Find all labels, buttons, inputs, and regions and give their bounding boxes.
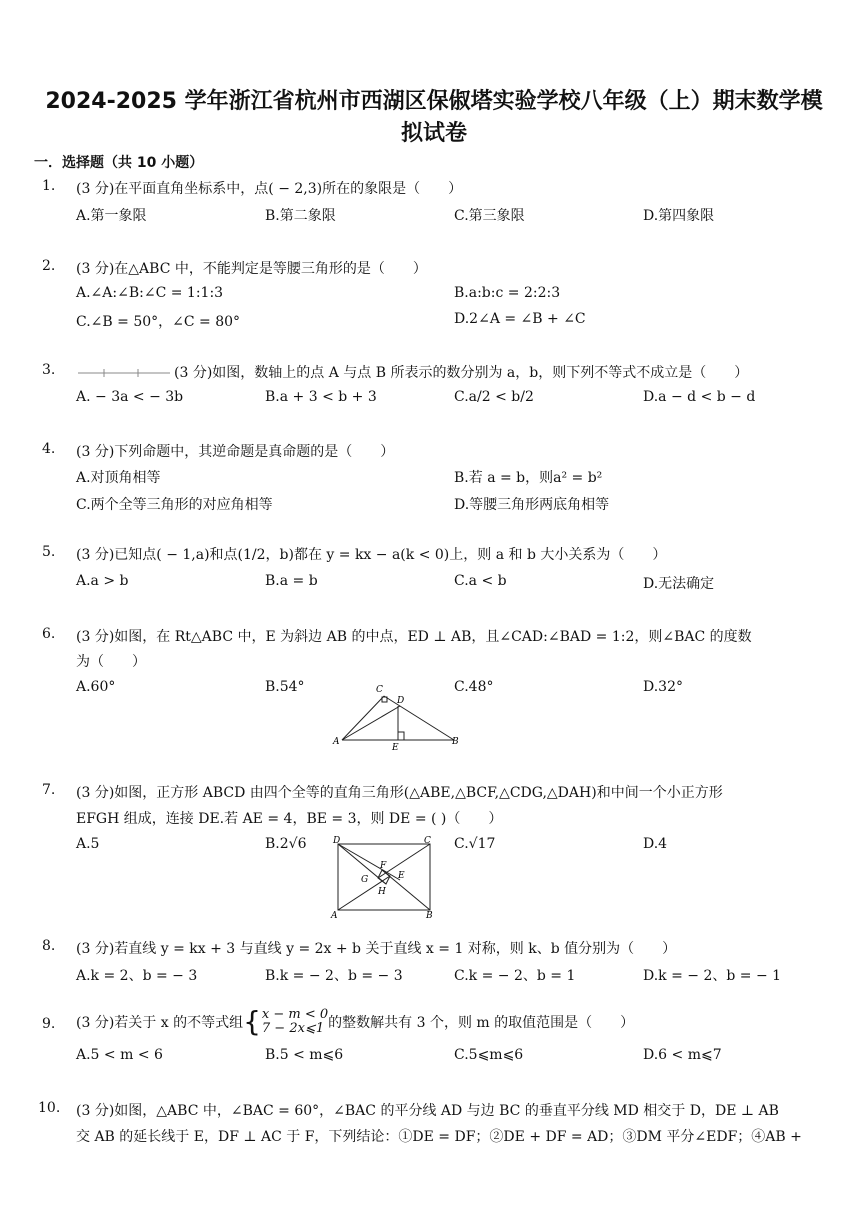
option-b: B.a:b:c = 2:2:3 — [454, 285, 561, 301]
option-c: C.5⩽m⩽6 — [454, 1047, 524, 1063]
option-d: D.32° — [643, 679, 683, 695]
question-text: (3 分)下列命题中，其逆命题是真命题的是（ ） — [76, 444, 395, 460]
question-text-continued: 为（ ） — [76, 654, 146, 670]
option-a: A. − 3a < − 3b — [76, 389, 184, 405]
square-figure-q7 — [328, 836, 440, 920]
question-text: (3 分)如图，正方形 ABCD 由四个全等的直角三角形(△ABE,△BCF,△CDG,△DAH)和中间一个小正方形 — [76, 785, 723, 801]
question-number: 4. — [42, 441, 56, 457]
option-c: C.k = − 2、b = 1 — [454, 968, 576, 984]
question-number: 7. — [42, 782, 56, 798]
inequality-2: 7 − 2x⩽1 — [261, 1021, 325, 1036]
label-d: D — [397, 696, 405, 706]
option-d: D.等腰三角形两底角相等 — [454, 497, 610, 513]
question-text: (3 分)若直线 y = kx + 3 与直线 y = 2x + b 关于直线 x = 1 对称，则 k、b 值分别为（ ） — [76, 941, 677, 957]
question-3-line — [76, 362, 748, 382]
option-d: D.2∠A = ∠B + ∠C — [454, 311, 586, 327]
question-number: 1. — [42, 178, 56, 194]
label-e: E — [392, 743, 399, 753]
question-text-continued: 交 AB 的延长线于 E，DF ⊥ AC 于 F，下列结论：①DE = DF；②DE + DF = AD；③DM 平分∠EDF；④AB + — [76, 1129, 802, 1145]
question-number: 9. — [42, 1016, 56, 1032]
label-f: F — [380, 861, 387, 871]
option-c: C.第三象限 — [454, 208, 525, 224]
label-b: B — [452, 737, 459, 747]
question-9-line — [76, 1005, 635, 1038]
option-b: B.54° — [265, 679, 305, 695]
option-d: D.k = − 2、b = − 1 — [643, 968, 782, 984]
question-text-continued: EFGH 组成，连接 DE.若 AE = 4，BE = 3，则 DE = ( )（ ） — [76, 811, 503, 827]
option-c: C.a < b — [454, 573, 507, 589]
question-number: 8. — [42, 938, 56, 954]
option-d: D.6 < m⩽7 — [643, 1047, 722, 1063]
option-a: A.∠A:∠B:∠C = 1:1:3 — [76, 285, 224, 301]
label-g: G — [361, 875, 369, 885]
option-a: A.对顶角相等 — [76, 470, 161, 486]
question-text: (3 分)在△ABC 中，不能判定是等腰三角形的是（ ） — [76, 261, 427, 277]
option-b: B.若 a = b，则a² = b² — [454, 470, 603, 486]
option-d: D.a − d < b − d — [643, 389, 756, 405]
question-number: 6. — [42, 626, 56, 642]
label-h: H — [378, 887, 386, 897]
question-text: (3 分)如图，△ABC 中，∠BAC = 60°，∠BAC 的平分线 AD 与边 BC 的垂直平分线 MD 相交于 D，DE ⊥ AB — [76, 1103, 779, 1119]
option-a: A.5 — [76, 836, 100, 852]
option-c: C.√17 — [454, 836, 496, 852]
option-d: D.无法确定 — [643, 576, 715, 592]
question-number: 5. — [42, 544, 56, 560]
option-b: B.k = − 2、b = − 3 — [265, 968, 403, 984]
option-b: B.a + 3 < b + 3 — [265, 389, 377, 405]
document-title-line1: 2024-2025 学年浙江省杭州市西湖区保俶塔实验学校八年级（上）期末数学模 — [45, 89, 823, 114]
question-number: 2. — [42, 258, 56, 274]
question-text-post: 的整数解共有 3 个，则 m 的取值范围是（ ） — [328, 1015, 635, 1031]
option-b: B.第二象限 — [265, 208, 336, 224]
option-b: B.5 < m⩽6 — [265, 1047, 344, 1063]
option-c: C.∠B = 50°，∠C = 80° — [76, 314, 241, 330]
question-number: 3. — [42, 362, 56, 378]
label-c: C — [424, 836, 431, 846]
question-text: (3 分)如图，数轴上的点 A 与点 B 所表示的数分别为 a，b，则下列不等式不成立是（ ） — [174, 365, 749, 381]
option-a: A.第一象限 — [76, 208, 147, 224]
option-c: C.两个全等三角形的对应角相等 — [76, 497, 273, 513]
inequality-1: x − m < 0 — [261, 1007, 329, 1022]
option-a: A.a > b — [76, 573, 129, 589]
option-a: A.60° — [76, 679, 116, 695]
label-b: B — [426, 911, 433, 920]
label-a: A — [331, 911, 338, 920]
option-c: C.48° — [454, 679, 494, 695]
document-title-line2: 拟试卷 — [400, 121, 467, 146]
inequality-system — [262, 1008, 328, 1036]
triangle-figure-q6 — [330, 682, 466, 754]
option-a: A.k = 2、b = − 3 — [76, 968, 198, 984]
number-line-figure — [76, 366, 172, 380]
question-text: (3 分)如图，在 Rt△ABC 中，E 为斜边 AB 的中点，ED ⊥ AB，且∠CAD:∠BAD = 1:2，则∠BAC 的度数 — [76, 629, 752, 645]
question-number: 10. — [38, 1100, 61, 1116]
question-text: (3 分)已知点( − 1,a)和点(1/2，b)都在 y = kx − a(k < 0)上，则 a 和 b 大小关系为（ ） — [76, 547, 667, 563]
question-text: (3 分)在平面直角坐标系中，点( − 2,3)所在的象限是（ ） — [76, 181, 463, 197]
question-text: (3 分)若关于 x 的不等式组 — [76, 1015, 244, 1031]
inequality-brace: { — [243, 1005, 261, 1038]
option-c: C.a/2 < b/2 — [454, 389, 534, 405]
section-header: 一．选择题（共 10 小题） — [34, 155, 204, 171]
label-c: C — [376, 685, 383, 695]
option-d: D.第四象限 — [643, 208, 715, 224]
option-b: B.a = b — [265, 573, 318, 589]
option-a: A.5 < m < 6 — [76, 1047, 163, 1063]
label-d: D — [333, 836, 341, 846]
option-b: B.2√6 — [265, 836, 307, 852]
label-a: A — [333, 737, 340, 747]
option-d: D.4 — [643, 836, 668, 852]
label-e: E — [398, 871, 405, 881]
